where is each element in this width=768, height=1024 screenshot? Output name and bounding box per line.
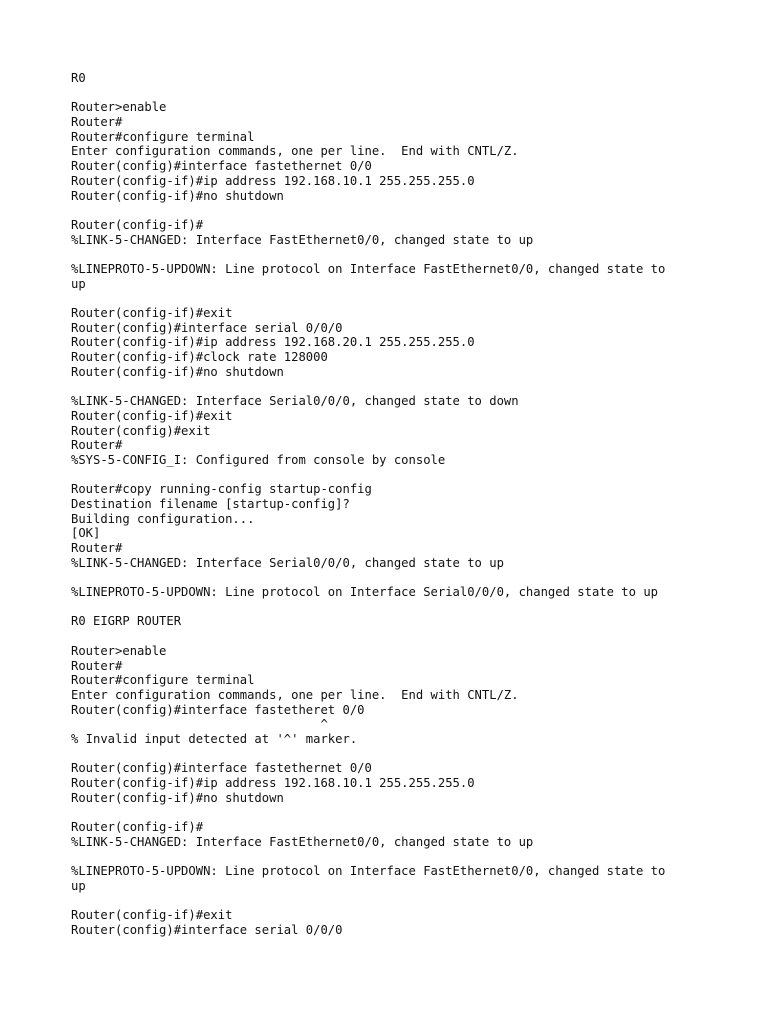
document-line: %LINK-5-CHANGED: Interface FastEthernet0/0, changed state to up: [71, 834, 534, 849]
document-line: Router(config-if)#clock rate 128000: [71, 350, 328, 365]
document-line: [71, 379, 731, 394]
document-line: %LINEPROTO-5-UPDOWN: Line protocol on Interface Serial0/0/0, changed state to up: [71, 585, 658, 600]
document-line: Router(config-if)#ip address 192.168.10.1 255.255.255.0: [71, 173, 475, 188]
document-line: [71, 291, 731, 306]
document-line: Router(config)#interface fastethernet 0/0: [71, 761, 372, 776]
document-line: Enter configuration commands, one per line. End with CNTL/Z.: [71, 687, 519, 702]
document-line: Router#: [71, 541, 123, 555]
document-line: Router(config)#exit: [71, 423, 211, 438]
document-line: Router(config)#interface serial 0/0/0: [71, 922, 343, 937]
document-line: %SYS-5-CONFIG_I: Configured from console by console: [71, 452, 446, 467]
document-line: [71, 570, 731, 585]
document-line: Router(config-if)#ip address 192.168.20.1 255.255.255.0: [71, 335, 475, 350]
document-line: Router(config-if)#exit: [71, 908, 233, 923]
document-line: Router(config-if)#: [71, 820, 204, 835]
document-line: [71, 600, 731, 615]
document-line: Router#configure terminal: [71, 673, 255, 688]
document-line: Router#: [71, 658, 123, 673]
document-line: up: [71, 878, 86, 893]
document-line: [71, 86, 731, 101]
document-line: Router(config-if)#no shutdown: [71, 188, 284, 203]
document-line: Building configuration...: [71, 511, 255, 526]
document-line: Router(config-if)#ip address 192.168.10.1 255.255.255.0: [71, 776, 475, 790]
document-line: [71, 629, 731, 644]
document-line: Router(config)#interface fastethernet 0/0: [71, 159, 372, 174]
document-line: Router#configure terminal: [71, 129, 255, 144]
document-line: Router(config-if)#exit: [71, 306, 233, 320]
document-line: %LINK-5-CHANGED: Interface Serial0/0/0, changed state to down: [71, 394, 519, 409]
document-line: Router#: [71, 438, 123, 453]
document-line: R0 EIGRP ROUTER: [71, 614, 182, 629]
document-line: R0: [71, 71, 86, 85]
document-line: %LINK-5-CHANGED: Interface FastEthernet0/0, changed state to up: [71, 232, 534, 247]
document-line: Router(config-if)#: [71, 217, 204, 232]
document-line: Router>enable: [71, 100, 167, 115]
document-line: Router(config-if)#no shutdown: [71, 364, 284, 379]
document-line: Destination filename [startup-config]?: [71, 496, 350, 511]
document-line: [71, 849, 731, 864]
document-page: [71, 71, 731, 938]
document-line: %LINEPROTO-5-UPDOWN: Line protocol on Interface FastEthernet0/0, changed state to: [71, 864, 666, 879]
document-line: Enter configuration commands, one per line. End with CNTL/Z.: [71, 144, 519, 159]
document-line: Router(config)#interface fastetheret 0/0: [71, 702, 365, 717]
document-line: ^: [71, 717, 328, 732]
document-line: Router#copy running-config startup-config: [71, 482, 372, 497]
document-line: [71, 247, 731, 262]
document-line: [OK]: [71, 526, 101, 541]
document-line: Router#: [71, 115, 123, 130]
document-line: %LINK-5-CHANGED: Interface Serial0/0/0, changed state to up: [71, 555, 504, 570]
document-line: Router(config-if)#exit: [71, 408, 233, 423]
document-line: [71, 747, 731, 762]
document-line: up: [71, 276, 86, 291]
document-line: %LINEPROTO-5-UPDOWN: Line protocol on Interface FastEthernet0/0, changed state to: [71, 261, 666, 276]
document-line: [71, 468, 731, 483]
document-line: Router>enable: [71, 643, 167, 658]
document-line: [71, 894, 731, 909]
document-line: [71, 203, 731, 218]
document-line: [71, 805, 731, 820]
document-line: Router(config)#interface serial 0/0/0: [71, 320, 343, 335]
document-line: % Invalid input detected at '^' marker.: [71, 731, 358, 746]
document-line: Router(config-if)#no shutdown: [71, 790, 284, 805]
